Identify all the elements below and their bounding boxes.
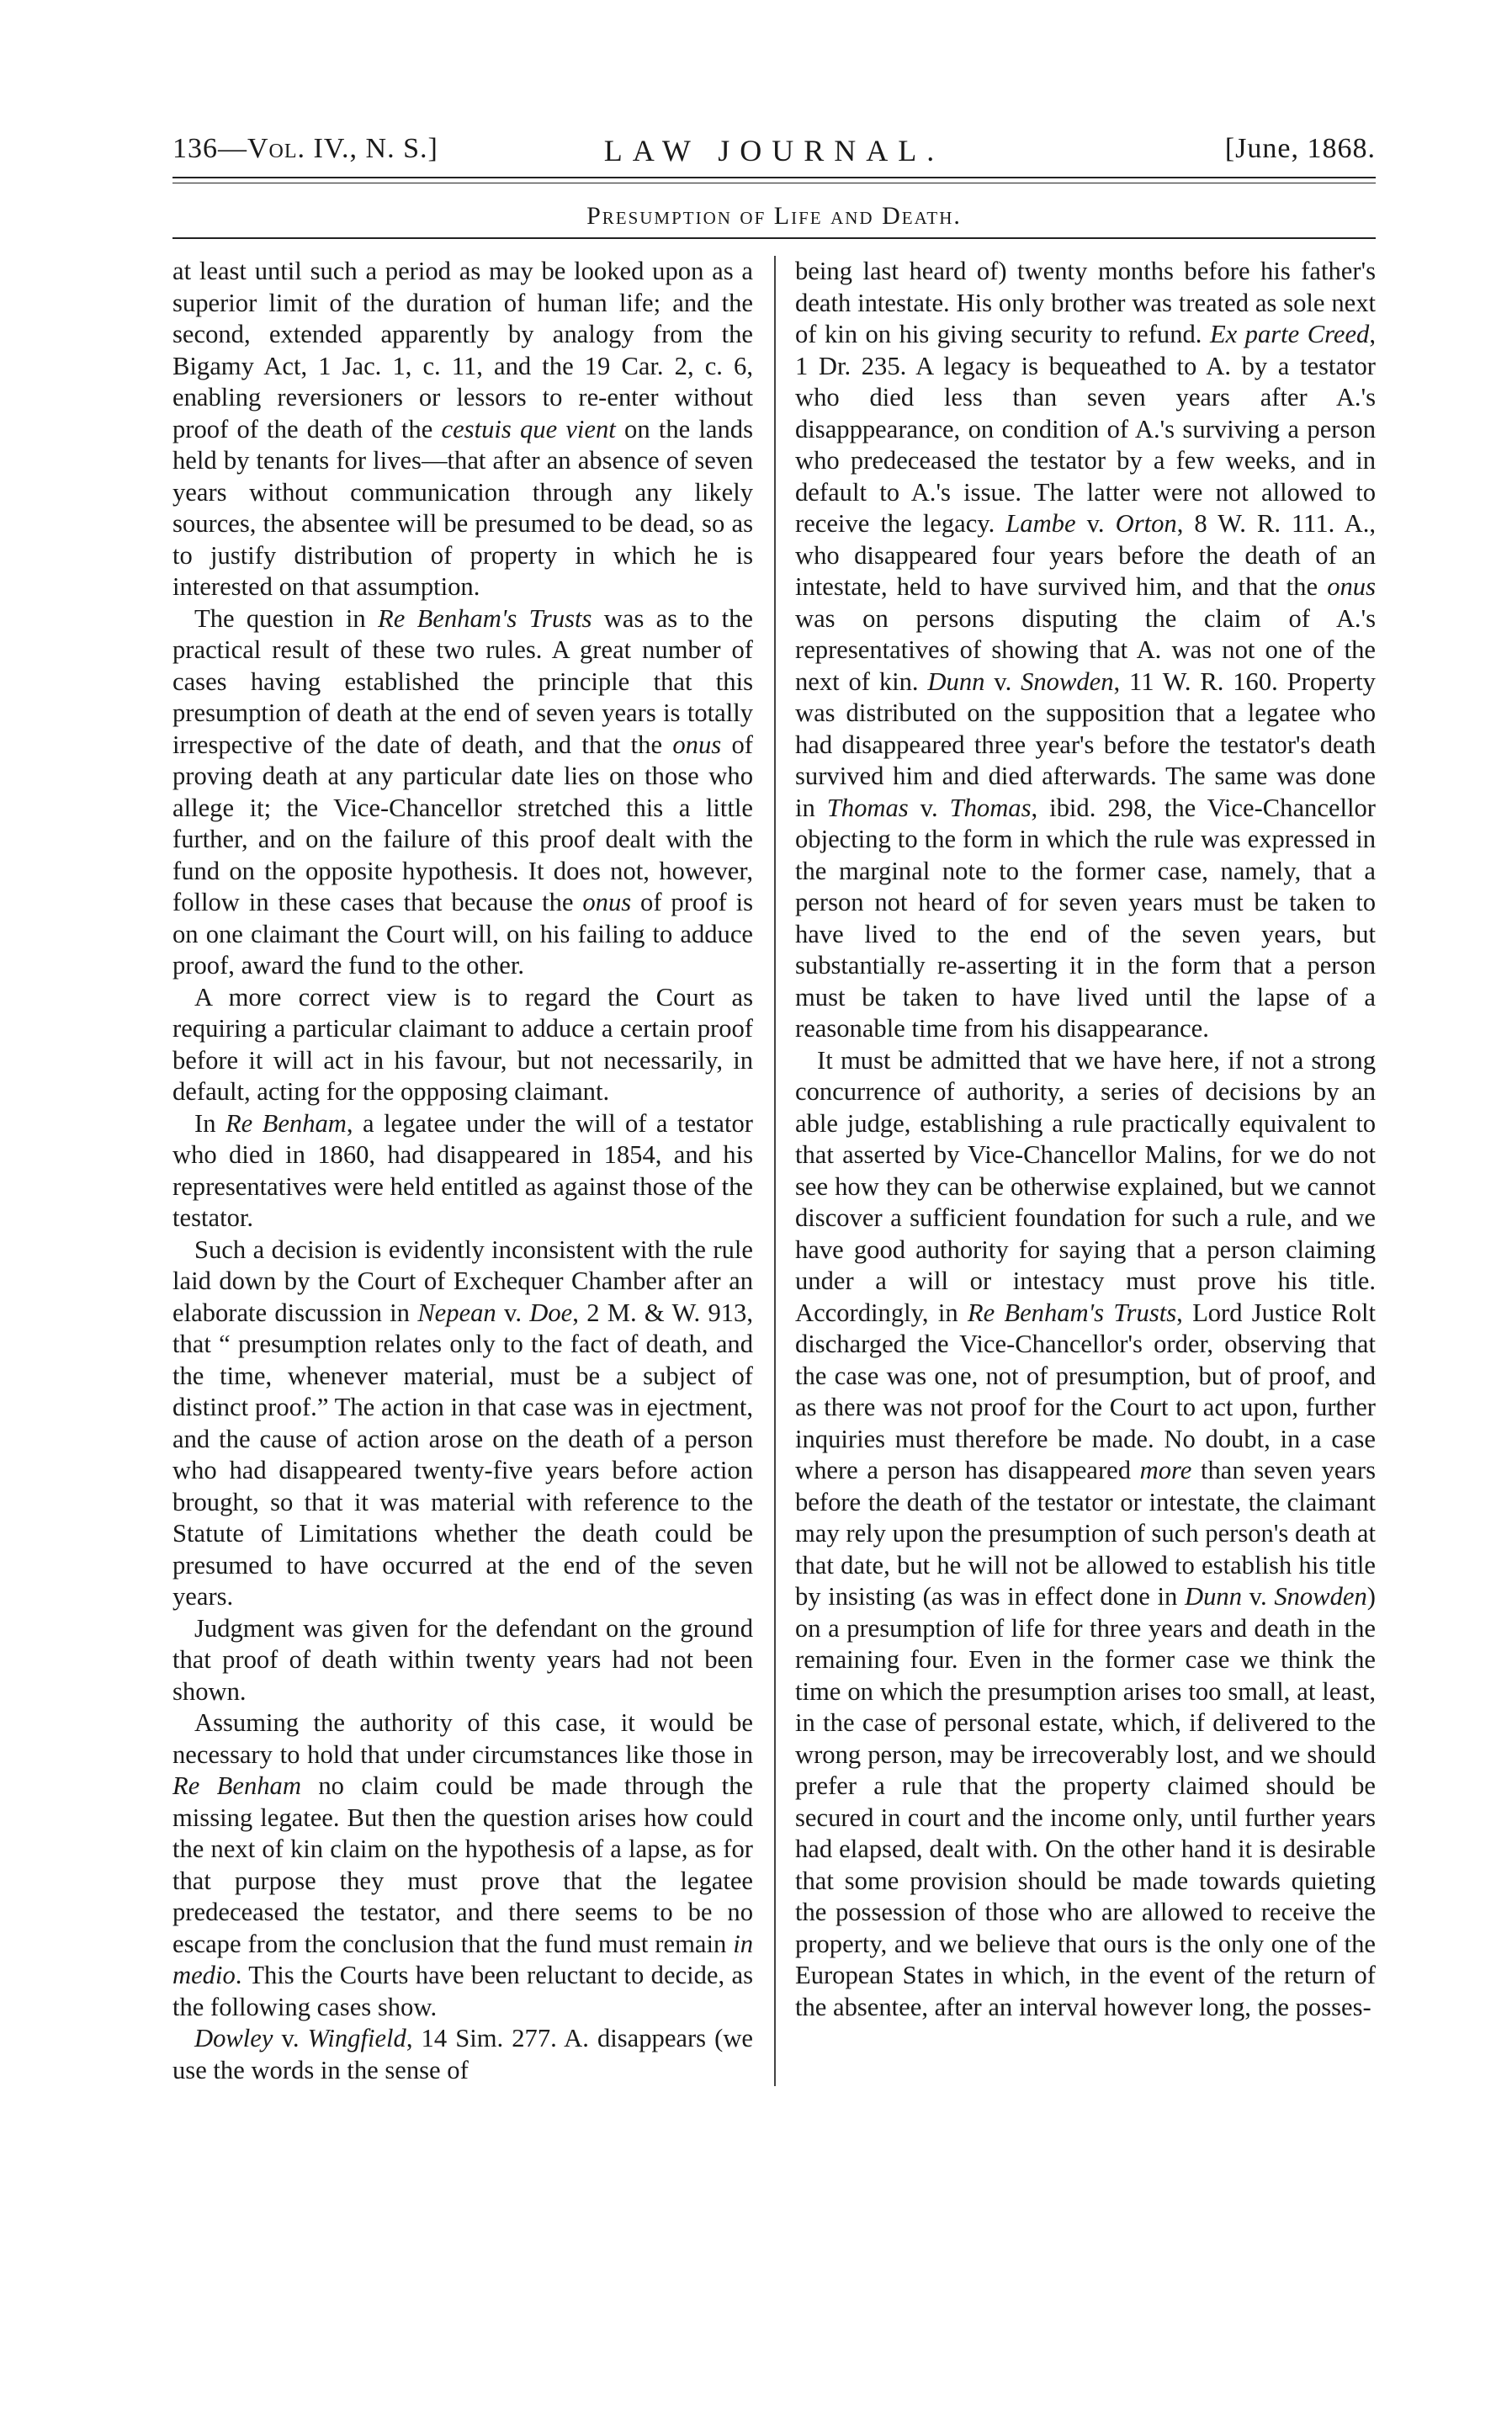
right-column: [795, 256, 1376, 2086]
paragraph: Dowley v. Wingfield, 14 Sim. 277. A. disappears (we use the words in the sense of: [172, 2024, 753, 2084]
section-rule: [172, 237, 1376, 239]
paragraph: Judgment was given for the defendant on the ground that proof of death within twenty years had not been shown.: [172, 1613, 753, 1706]
header-rule: [172, 177, 1376, 183]
paragraph: A more correct view is to regard the Court as requiring a particular claimant to adduce a certain proof before it will act in his favour, but not necessarily, in default, acting for the oppposing claimant.: [172, 982, 753, 1106]
journal-page: [172, 126, 1376, 2086]
section-title: Presumption of Life and Death.: [586, 202, 962, 230]
text-columns: [172, 256, 1376, 2086]
paragraph: The question in Re Benham's Trusts was as to the practical result of these two rules. A great number of cases having established the principle that this presumption of death at the end of seven years is totally irrespective of the date of death, and that the onus of proving death at any particular date lies on those who allege it; the Vice-Chancellor stretched this a little further, and on the failure of this proof dealt with the fund on the opposite hypothesis. It does not, however, follow in these cases that because the onus of proof is on one claimant the Court will, on his failing to adduce proof, award the fund to the other.: [172, 603, 753, 980]
paragraph: In Re Benham, a legatee under the will of a testator who died in 1860, had disappeared in 1854, and his representatives were held entitled as against those of the testator.: [172, 1108, 753, 1232]
running-head: [172, 126, 1376, 173]
page-volume-label: 136—Vol. IV., N. S.]: [172, 133, 438, 164]
column-divider: [774, 256, 776, 2086]
journal-title: LAW JOURNAL.: [603, 134, 945, 167]
left-column: [172, 256, 753, 2086]
paragraph: being last heard of) twenty months before his father's death intestate. His only brother was treated as sole next of kin on his giving security to refund. Ex parte Creed, 1 Dr. 235. A legacy is bequeathed to A. by a testator who died less than seven years after A.'s disapppearance, on condition of A.'s surviving a person who predeceased the testator by a few weeks, and in default to A.'s issue. The latter were not allowed to receive the legacy. Lambe v. Orton, 8 W. R. 111. A., who disappeared four years before the death of an intestate, held to have survived him, and that the onus was on persons disputing the claim of A.'s representatives of showing that A. was not one of the next of kin. Dunn v. Snowden, 11 W. R. 160. Property was distributed on the supposition that a legatee who had disappeared three year's before the testator's death survived him and died afterwards. The same was done in Thomas v. Thomas, ibid. 298, the Vice-Chancellor objecting to the form in which the rule was expressed in the marginal note to the former case, namely, that a person not heard of for seven years must be taken to have lived to the end of the seven years, but substantially re-asserting it in the form that a person must be taken to have lived until the lapse of a reasonable time from his disappearance.: [795, 257, 1377, 1043]
paragraph: Assuming the authority of this case, it would be necessary to hold that under circumstances like those in Re Benham no claim could be made through the missing legatee. But then the question arises how could the next of kin claim on the hypothesis of a lapse, as for that purpose they must prove that the legatee predeceased the testator, and there seems to be no escape from the conclusion that the fund must remain in medio. This the Courts have been reluctant to decide, as the following cases show.: [172, 1708, 754, 2021]
paragraph: It must be admitted that we have here, if not a strong concurrence of authority, a series of decisions by an able judge, establishing a rule practically equivalent to that asserted by Vice-Chancellor Malins, for we do not see how they can be otherwise explained, but we cannot discover a sufficient foundation for such a rule, and we have good authority for saying that a person claiming under a will or intestacy must prove his title. Accordingly, in Re Benham's Trusts, Lord Justice Rolt discharged the Vice-Chancellor's order, observing that the case was one, not of presumption, but of proof, and as there was not proof for the Court to act upon, further inquiries must therefore be made. No doubt, in a case where a person has disappeared more than seven years before the death of the testator or intestate, the claimant may rely upon the presumption of such person's death at that date, but he will not be allowed to establish his title by insisting (as was in effect done in Dunn v. Snowden) on a presumption of life for three years and death in the remaining four. Even in the former case we think the time on which the presumption arises too small, at least, in the case of personal estate, which, if delivered to the wrong person, may be irrecoverably lost, and we should prefer a rule that the property claimed should be secured in court and the income only, until further years had elapsed, dealt with. On the other hand it is desirable that some provision should be made towards quieting the possession of those who are allowed to receive the property, and we believe that ours is the only one of the European States in which, in the event of the return of the absentee, after an interval however long, the posses-: [795, 1045, 1376, 2021]
paragraph: Such a decision is evidently inconsistent with the rule laid down by the Court of Exchequer Chamber after an elaborate discussion in Nepean v. Doe, 2 M. & W. 913, that “ presumption relates only to the fact of death, and the time, whenever material, must be a subject of distinct proof.” The action in that case was in ejectment, and the cause of action arose on the death of a person who had disappeared twenty-five years before action brought, so that it was material with reference to the Statute of Limitations whether the death could be presumed to have occurred at the end of the seven years.: [172, 1235, 753, 1611]
issue-date: [June, 1868.: [1224, 133, 1376, 164]
paragraph: at least until such a period as may be looked upon as a superior limit of the duration of human life; and the second, extended apparently by analogy from the Bigamy Act, 1 Jac. 1, c. 11, and the 19 Car. 2, c. 6, enabling reversioners or lessors to re-enter without proof of the death of the cestuis que vient on the lands held by tenants for lives—that after an absence of seven years without communication through any likely sources, the absentee will be presumed to be dead, so as to justify distribution of property in which he is interested on that assumption.: [172, 257, 753, 601]
